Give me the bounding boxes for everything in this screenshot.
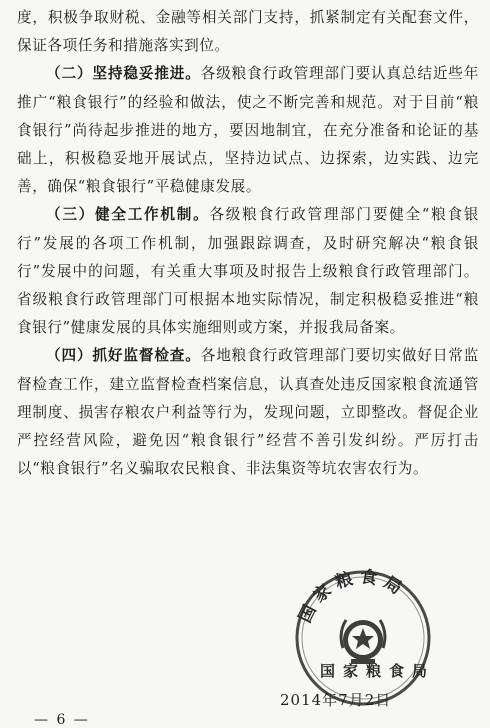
section-two-paragraph	[17, 60, 479, 201]
section-two-heading: （二）坚持稳妥推进。	[46, 65, 201, 83]
seal-text-arc: 国家粮食局	[295, 567, 411, 627]
section-four-paragraph	[17, 342, 479, 483]
document-body	[17, 4, 479, 483]
section-four-body: 各地粮食行政管理部门要切实做好日常监督检查工作，建立监督检查档案信息，认真查处违反国家粮食流通管理制度、损害存粮农户利益等行为，发现问题，立即整改。督促企业严控经营风险，避免因“粮食银行”经营不善引发纠纷。严厉打击以“粮食银行”名义骗取农民粮食、非法集资等坑农害农行为。	[17, 347, 479, 478]
national-emblem-icon	[341, 620, 385, 664]
seal-text-bottom: 国家粮食局	[320, 662, 436, 680]
official-seal	[288, 558, 438, 708]
document-date: 2014年7月2日	[280, 691, 392, 709]
section-four-heading: （四）抓好监督检查。	[46, 347, 201, 365]
section-three-body: 各级粮食行政管理部门要健全“粮食银行”发展的各项工作机制，加强跟踪调查，及时研究解决“粮食银行”发展中的问题，有关重大事项及时报告上级粮食行政管理部门。省级粮食行政管理部门可根据本地实际情况，制定积极稳妥推进“粮食银行”健康发展的具体实施细则或方案，并报我局备案。	[17, 206, 479, 337]
section-three-heading: （三）健全工作机制。	[46, 206, 210, 224]
section-three-paragraph	[17, 201, 479, 342]
page-number: — 6 —	[34, 712, 90, 728]
intro-paragraph: 度，积极争取财税、金融等相关部门支持，抓紧制定有关配套文件，保证各项任务和措施落实到位。	[17, 9, 479, 55]
section-two-body: 各级粮食行政管理部门要认真总结近些年推广“粮食银行”的经验和做法，使之不断完善和规范。对于目前“粮食银行”尚待起步推进的地方，要因地制宜，在充分准备和论证的基础上，积极稳妥地开展试点，坚持边试点、边探索，边实践、边完善，确保“粮食银行”平稳健康发展。	[17, 65, 479, 196]
